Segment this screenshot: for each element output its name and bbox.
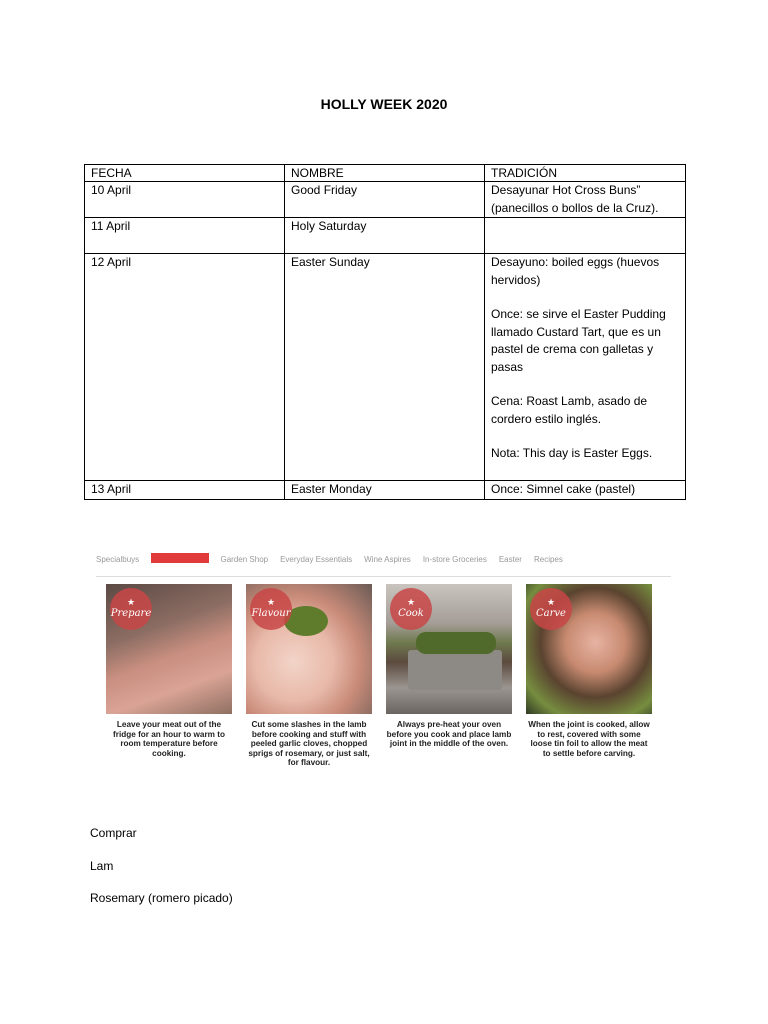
step-caption: When the joint is cooked, allow to rest, covered with some loose tin foil to allow the meat to settle before carving.: [528, 720, 650, 758]
recipe-step-carve: [526, 584, 652, 758]
cell-nombre: Easter Monday: [285, 481, 485, 500]
prepare-photo: [106, 584, 232, 714]
star-icon: ★: [266, 598, 276, 608]
shopping-heading: Comprar: [90, 826, 137, 840]
nav-item: Wine Aspires: [364, 554, 411, 564]
roasting-tray: [408, 650, 502, 690]
herb-crust: [416, 632, 496, 654]
cell-fecha: 13 April: [85, 481, 285, 500]
tradicion-once: Once: se sirve el Easter Pudding llamado Custard Tart, que es un pastel de crema con galletas y pasas: [491, 307, 666, 374]
cook-photo: [386, 584, 512, 714]
traditions-table: [84, 164, 686, 500]
table-row: [85, 182, 686, 218]
recipe-step-prepare: [106, 584, 232, 758]
recipe-step-cook: [386, 584, 512, 749]
tradicion-desayuno: Desayuno: boiled eggs (huevos hervidos): [491, 255, 660, 287]
nav-item: Specialbuys: [96, 554, 140, 564]
table-header-row: [85, 165, 686, 182]
prepare-badge: [110, 588, 152, 630]
step-caption: Cut some slashes in the lamb before cooking and stuff with peeled garlic cloves, chopped sprigs of rosemary, or just salt, for flavour.: [248, 720, 370, 767]
shopping-item: Rosemary (romero picado): [90, 891, 233, 905]
cell-tradicion: Desayunar Hot Cross Buns” (panecillos o bollos de la Cruz).: [485, 182, 686, 218]
star-icon: ★: [406, 598, 416, 608]
carve-photo: [526, 584, 652, 714]
cell-nombre: Good Friday: [285, 182, 485, 218]
nav-item-active: Seasonal: [151, 553, 208, 563]
table-row: [85, 481, 686, 500]
nav-item: In-store Groceries: [422, 554, 487, 564]
star-icon: ★: [546, 598, 556, 608]
store-nav-strip: [96, 552, 671, 577]
badge-label: Carve: [536, 608, 566, 619]
carve-badge: [530, 588, 572, 630]
cook-badge: [390, 588, 432, 630]
badge-label: Flavour: [251, 608, 291, 619]
star-icon: ★: [126, 598, 136, 608]
table-row: [85, 218, 686, 254]
cell-fecha: 10 April: [85, 182, 285, 218]
header-nombre: NOMBRE: [285, 165, 485, 182]
document-title: HOLLY WEEK 2020: [320, 96, 448, 112]
cell-tradicion: Once: Simnel cake (pastel): [485, 481, 686, 500]
shopping-item: Lam: [90, 859, 114, 873]
nav-item: Garden Shop: [220, 554, 269, 564]
cell-fecha: 12 April: [85, 254, 285, 481]
cell-fecha: 11 April: [85, 218, 285, 254]
recipe-steps-image: [96, 552, 671, 772]
recipe-step-flavour: [246, 584, 372, 768]
cell-nombre: Holy Saturday: [285, 218, 485, 254]
header-fecha: FECHA: [85, 165, 285, 182]
badge-label: Cook: [398, 608, 424, 619]
badge-label: Prepare: [110, 608, 152, 619]
nav-item: Everyday Essentials: [280, 554, 353, 564]
flavour-photo: [246, 584, 372, 714]
flavour-badge: [250, 588, 292, 630]
step-caption: Leave your meat out of the fridge for an hour to warm to room temperature before cooking.: [113, 720, 225, 758]
step-caption: Always pre-heat your oven before you cook and place lamb joint in the middle of the oven.: [386, 720, 512, 748]
header-tradicion: TRADICIÓN: [485, 165, 686, 182]
tradicion-cena: Cena: Roast Lamb, asado de cordero estilo inglés.: [491, 394, 648, 426]
cell-tradicion: [485, 218, 686, 254]
tradicion-nota: Nota: This day is Easter Eggs.: [491, 446, 653, 460]
cell-tradicion: [485, 254, 686, 481]
cell-nombre: Easter Sunday: [285, 254, 485, 481]
table-row: [85, 254, 686, 481]
nav-item: Easter: [498, 554, 522, 564]
nav-item: Recipes: [533, 554, 563, 564]
